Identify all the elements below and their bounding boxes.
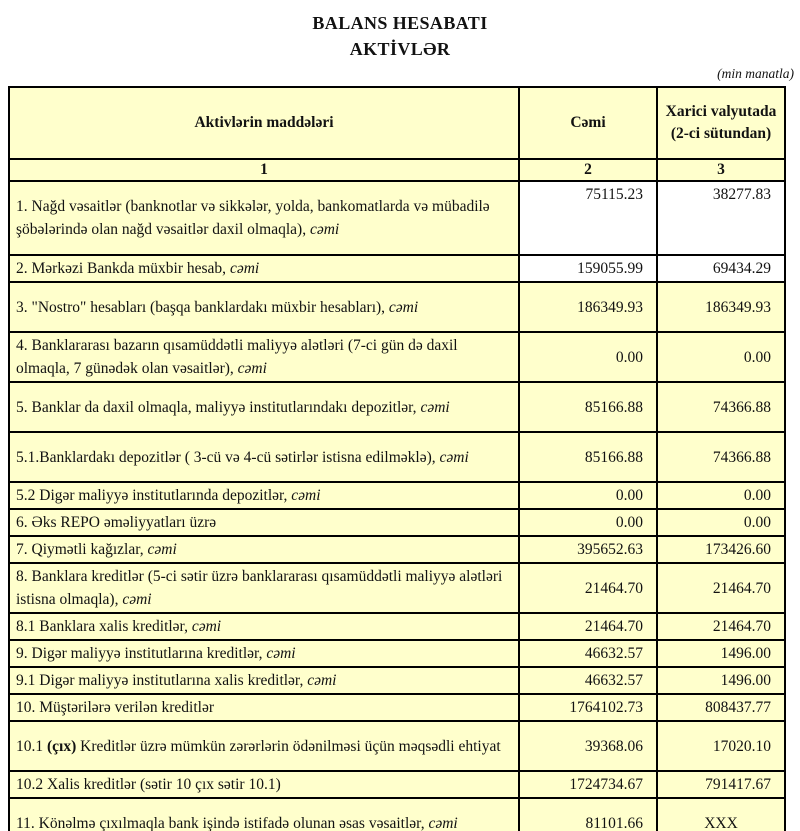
table-row	[9, 798, 785, 831]
row-label-text: cəmi	[147, 541, 177, 558]
row-label-text: 5.2 Digər maliyyə institutlarında depozitlər,	[16, 487, 292, 504]
foreign-currency-value: 0.00	[657, 332, 785, 382]
table-row	[9, 613, 785, 640]
foreign-currency-value: 0.00	[657, 482, 785, 509]
total-value: 186349.93	[519, 282, 657, 332]
table-body	[9, 181, 785, 831]
row-label-text: 9. Digər maliyyə institutlarına kreditlər,	[16, 645, 267, 662]
total-value: 159055.99	[519, 255, 657, 282]
row-label-text: cəmi	[439, 448, 469, 466]
row-label-text: cəmi	[291, 487, 321, 504]
row-label-text: 5.1.Banklardakı depozitlər ( 3-cü və 4-cü sətirlər istisna edilməklə),	[16, 448, 440, 466]
row-label-text: (çıx)	[47, 737, 77, 755]
row-label	[9, 640, 519, 667]
foreign-currency-value: 173426.60	[657, 536, 785, 563]
row-label	[9, 255, 519, 282]
foreign-currency-value: 69434.29	[657, 255, 785, 282]
total-value: 46632.57	[519, 667, 657, 694]
foreign-currency-value: 791417.67	[657, 771, 785, 798]
table-row	[9, 563, 785, 613]
row-label-text: 6. Əks REPO əməliyyatları üzrə	[16, 514, 217, 531]
foreign-currency-value: 21464.70	[657, 613, 785, 640]
row-label	[9, 771, 519, 798]
total-value: 85166.88	[519, 382, 657, 432]
total-value: 395652.63	[519, 536, 657, 563]
row-label-text: cəmi	[309, 221, 340, 238]
row-label-text: cəmi	[266, 645, 296, 662]
foreign-currency-value: 74366.88	[657, 432, 785, 482]
total-value: 0.00	[519, 332, 657, 382]
row-label	[9, 613, 519, 640]
row-label-text: cəmi	[122, 591, 152, 608]
foreign-currency-value: 38277.83	[657, 181, 785, 255]
total-value: 39368.06	[519, 721, 657, 771]
row-label-text: 9.1 Digər maliyyə institutlarına xalis kreditlər,	[16, 672, 308, 689]
row-label	[9, 667, 519, 694]
foreign-currency-value: 74366.88	[657, 382, 785, 432]
header-row	[9, 87, 785, 159]
table-row	[9, 667, 785, 694]
foreign-currency-value: 808437.77	[657, 694, 785, 721]
total-value: 0.00	[519, 482, 657, 509]
row-label-text: 10.1	[16, 737, 47, 755]
table-row	[9, 255, 785, 282]
row-label	[9, 432, 519, 482]
table-row	[9, 332, 785, 382]
table-row	[9, 282, 785, 332]
row-label	[9, 332, 519, 382]
row-label-text: cəmi	[420, 398, 450, 416]
row-label-text: 10.2 Xalis kreditlər (sətir 10 çıx sətir 10.1)	[16, 776, 281, 793]
table-row	[9, 382, 785, 432]
row-label-text: 8. Banklara kreditlər (5-ci sətir üzrə banklararası qısamüddətli maliyyə alətləri istisna olmaqla),	[16, 568, 503, 608]
row-label	[9, 694, 519, 721]
row-label-text: 11. Könəlmə çıxılmaqla bank işində istifadə olunan əsas vəsaitlər,	[16, 815, 429, 831]
row-label	[9, 282, 519, 332]
column-number-row	[9, 159, 785, 181]
table-row	[9, 482, 785, 509]
total-value: 1764102.73	[519, 694, 657, 721]
row-label-text: cəmi	[237, 360, 267, 377]
col-header-total: Cəmi	[519, 87, 657, 159]
foreign-currency-value: 1496.00	[657, 667, 785, 694]
col-number-2: 2	[519, 159, 657, 181]
table-row	[9, 536, 785, 563]
row-label-text: cəmi	[388, 298, 419, 316]
row-label	[9, 509, 519, 536]
row-label-text: 2. Mərkəzi Bankda müxbir hesab,	[16, 260, 230, 277]
total-value: 81101.66	[519, 798, 657, 831]
table-row	[9, 181, 785, 255]
report-subtitle: AKTİVLƏR	[349, 39, 451, 59]
row-label-text: 3. "Nostro" hesabları (başqa banklardakı müxbir hesabları),	[16, 298, 389, 316]
row-label-text: 1. Nağd vəsaitlər (banknotlar və sikkələr, yolda, bankomatlarda və mübadilə şöbələrində olan nağd vəsaitlər daxil olmaqla),	[16, 198, 490, 238]
row-label	[9, 721, 519, 771]
row-label-text: cəmi	[191, 618, 222, 635]
row-label	[9, 563, 519, 613]
page-title	[0, 0, 800, 62]
table-row	[9, 432, 785, 482]
row-label-text: 7. Qiymətli kağızlar,	[16, 541, 148, 558]
total-value: 21464.70	[519, 613, 657, 640]
foreign-currency-value: 0.00	[657, 509, 785, 536]
total-value: 1724734.67	[519, 771, 657, 798]
row-label	[9, 482, 519, 509]
total-value: 21464.70	[519, 563, 657, 613]
row-label-text: cəmi	[229, 260, 260, 277]
total-value: 46632.57	[519, 640, 657, 667]
foreign-currency-value: 21464.70	[657, 563, 785, 613]
foreign-currency-value: XXX	[657, 798, 785, 831]
col-number-1: 1	[9, 159, 519, 181]
foreign-currency-value: 17020.10	[657, 721, 785, 771]
total-value: 85166.88	[519, 432, 657, 482]
foreign-currency-value: 1496.00	[657, 640, 785, 667]
table-row	[9, 771, 785, 798]
table-row	[9, 694, 785, 721]
total-value: 0.00	[519, 509, 657, 536]
foreign-currency-value: 186349.93	[657, 282, 785, 332]
row-label-text: 4. Banklararası bazarın qısamüddətli maliyyə alətləri (7-ci gün də daxil olmaqla, 7 günədək olan vəsaitlər),	[16, 337, 458, 377]
row-label-text: cəmi	[307, 672, 337, 689]
row-label	[9, 798, 519, 831]
table-header	[9, 87, 785, 181]
row-label-text: 10. Müştərilərə verilən kreditlər	[16, 699, 214, 716]
report-title: BALANS HESABATI	[312, 13, 488, 33]
table-row	[9, 721, 785, 771]
row-label-text: Kreditlər üzrə mümkün zərərlərin ödənilməsi üçün məqsədli ehtiyat	[76, 737, 501, 755]
row-label	[9, 536, 519, 563]
total-value: 75115.23	[519, 181, 657, 255]
row-label	[9, 382, 519, 432]
col-header-foreign-currency: Xarici valyutada (2-ci sütundan)	[657, 87, 785, 159]
col-number-3: 3	[657, 159, 785, 181]
row-label	[9, 181, 519, 255]
unit-note: (min manatla)	[717, 66, 794, 81]
row-label-text: 5. Banklar da daxil olmaqla, maliyyə institutlarındakı depozitlər,	[16, 398, 421, 416]
col-header-items: Aktivlərin maddələri	[9, 87, 519, 159]
table-row	[9, 509, 785, 536]
row-label-text: cəmi	[428, 815, 458, 831]
assets-table	[8, 86, 786, 831]
row-label-text: 8.1 Banklara xalis kreditlər,	[16, 618, 192, 635]
table-row	[9, 640, 785, 667]
